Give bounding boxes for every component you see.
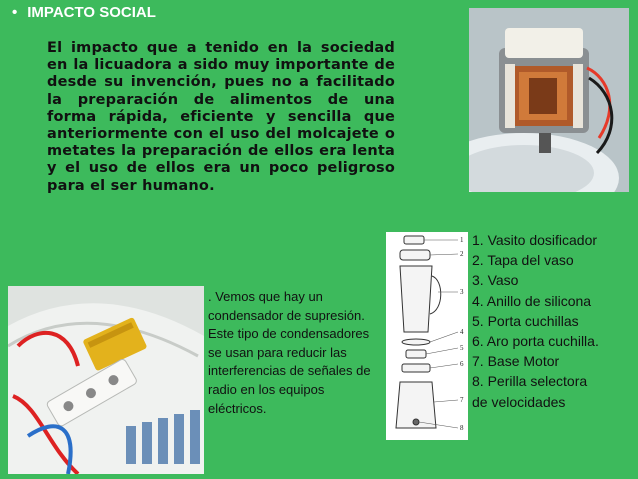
intro-paragraph: El impacto que a tenido en la sociedad en la licuadora a sido muy importante de desde su invención, pues no a facilitado la preparación de alimentos de una forma rápida, eficiente y sencilla que anteriormente con el uso del molcajete o metates la preparación de ellos era lenta y el uso de ellos era un poco peligroso para el ser humano.: [47, 40, 395, 194]
list-item: 5. Porta cuchillas: [472, 312, 579, 329]
bullet-icon: •: [12, 4, 18, 21]
diagram-number: 3: [460, 288, 464, 296]
section-heading: [12, 4, 156, 21]
capacitor-photo: [8, 286, 204, 474]
list-item: 8. Perilla selectora: [472, 373, 588, 390]
parts-list: [472, 230, 636, 412]
list-item: 7. Base Motor: [472, 353, 560, 370]
list-item: de velocidades: [472, 393, 566, 410]
blender-motor-photo: [469, 8, 629, 192]
list-item: 3. Vaso: [472, 272, 519, 289]
diagram-number: 8: [460, 424, 464, 432]
capacitor-caption: . Vemos que hay un condensador de supresión. Este tipo de condensadores se usan para reducir las interferencias de señales de radio en los equipos eléctricos.: [208, 289, 371, 416]
diagram-number: 5: [460, 344, 464, 352]
list-item: 6. Aro porta cuchilla.: [472, 333, 599, 350]
diagram-number: 4: [460, 328, 464, 336]
list-item: 4. Anillo de silicona: [472, 292, 592, 309]
diagram-number: 1: [460, 236, 464, 244]
blender-parts-diagram: [386, 232, 468, 440]
diagram-number: 7: [460, 396, 464, 404]
section-title: IMPACTO SOCIAL: [27, 4, 156, 21]
list-item: 1. Vasito dosificador: [472, 232, 598, 248]
diagram-number: 2: [460, 250, 464, 258]
list-item: 2. Tapa del vaso: [472, 252, 574, 269]
diagram-number: 6: [460, 360, 464, 368]
